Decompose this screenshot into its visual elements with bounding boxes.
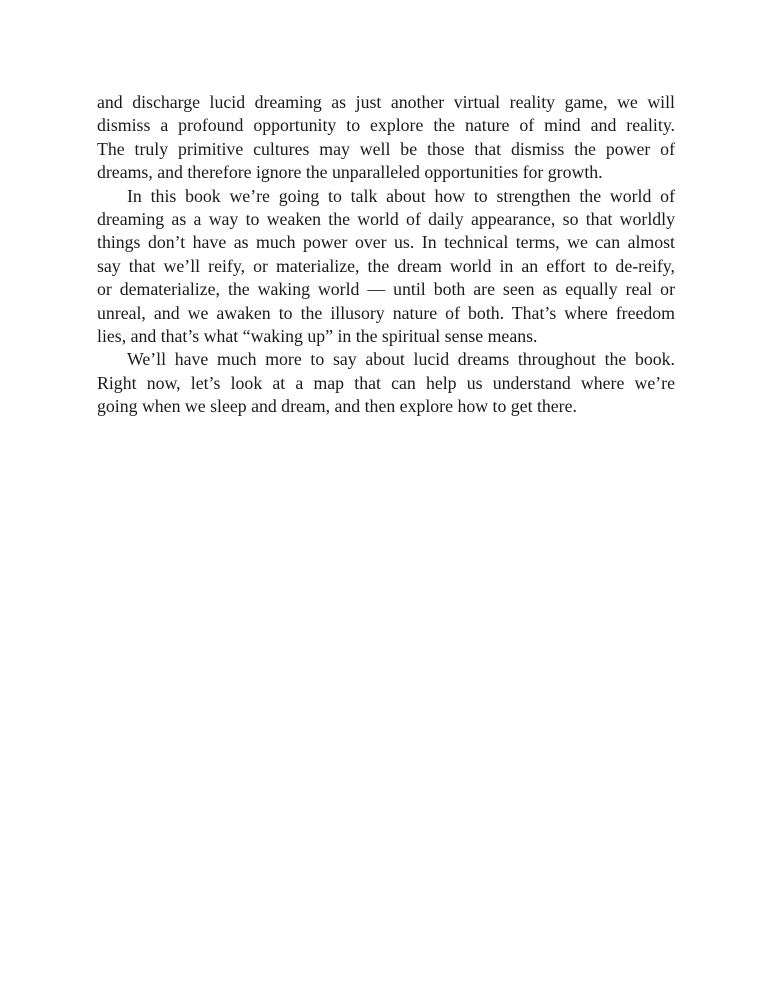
text-line: and discharge lucid dreaming as just another virtual reality game, we will: [97, 92, 675, 112]
text-line: We’ll have much more to say about lucid dreams throughout the book.: [127, 349, 675, 370]
text-line: dreaming as a way to weaken the world of daily appearance, so that worldly: [97, 208, 675, 229]
text-line: dismiss a profound opportunity to explore the nature of mind and reality.: [97, 115, 675, 136]
text-line: say that we’ll reify, or materialize, the dream world in an effort to de-reify,: [97, 255, 675, 276]
paragraph-3: [97, 348, 675, 418]
text-line: In this book we’re going to talk about how to strengthen the world of: [127, 185, 675, 206]
text-line: The truly primitive cultures may well be those that dismiss the power of: [97, 138, 675, 159]
paragraph-2: [97, 185, 675, 349]
body-text: [97, 91, 675, 418]
text-line: unreal, and we awaken to the illusory nature of both. That’s where freedom: [97, 302, 675, 323]
text-line: Right now, let’s look at a map that can help us understand where we’re: [97, 372, 675, 393]
text-line: or dematerialize, the waking world — until both are seen as equally real or: [97, 279, 675, 300]
text-line: going when we sleep and dream, and then explore how to get there.: [97, 396, 577, 417]
paragraph-1: [97, 91, 675, 185]
text-line: things don’t have as much power over us. In technical terms, we can almost: [97, 232, 675, 253]
text-line: dreams, and therefore ignore the unparalleled opportunities for growth.: [97, 162, 603, 183]
text-line: lies, and that’s what “waking up” in the spiritual sense means.: [97, 325, 538, 346]
